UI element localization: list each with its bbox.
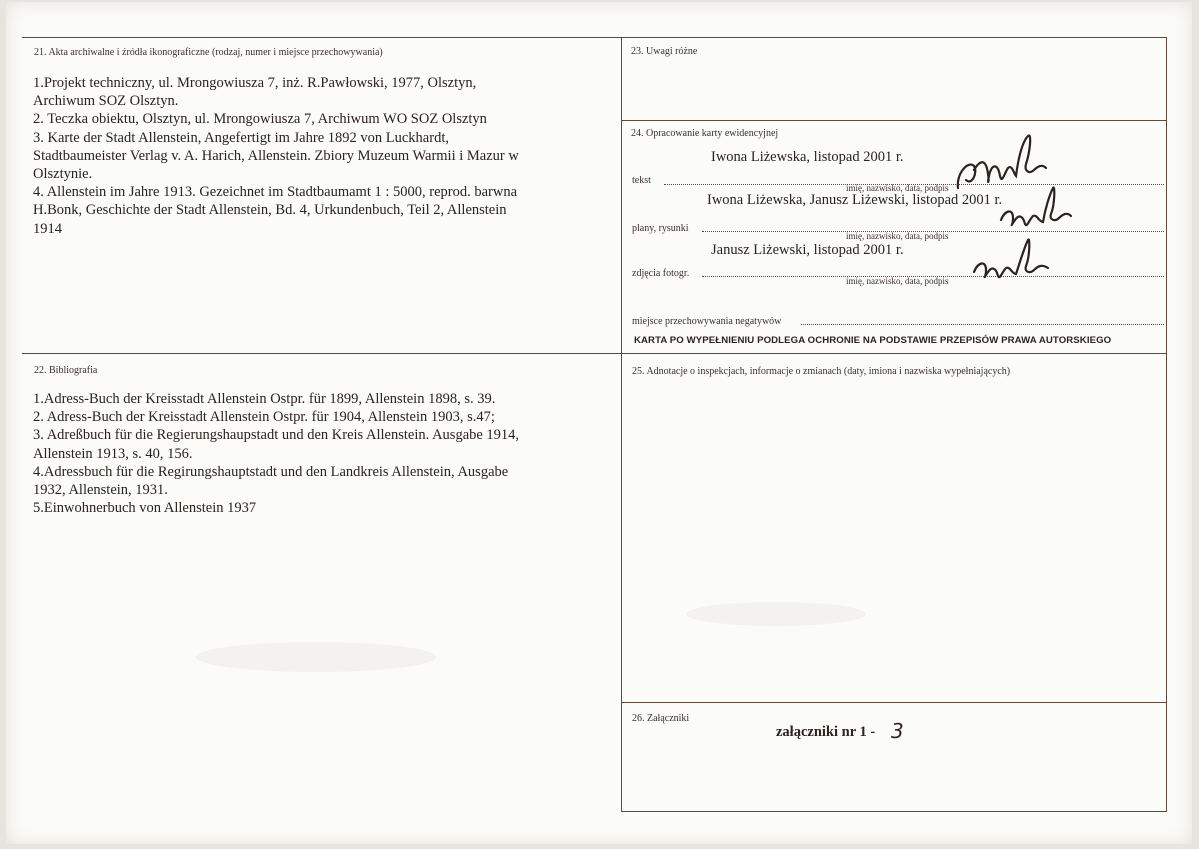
frame-center-divider bbox=[621, 37, 622, 812]
zdjecia-label: zdjęcia fotogr. bbox=[632, 268, 690, 279]
archive-line: 1.Projekt techniczny, ul. Mrongowiusza 7, inż. R.Pawłowski, 1977, Olsztyn, bbox=[33, 75, 477, 91]
negatives-dotted-line bbox=[801, 324, 1164, 325]
tekst-label: tekst bbox=[632, 175, 651, 186]
tekst-author: Iwona Liżewska, listopad 2001 r. bbox=[711, 149, 904, 165]
section24-title: 24. Opracowanie karty ewidencyjnej bbox=[631, 128, 779, 139]
section26-title: 26. Załączniki bbox=[632, 713, 690, 724]
bibliography-line: Allenstein 1913, s. 40, 156. bbox=[33, 445, 193, 462]
archive-line: 4. Allenstein im Jahre 1913. Gezeichnet im Stadtbaumamt 1 : 5000, reprod. barwna bbox=[33, 184, 518, 201]
copyright-notice: KARTA PO WYPEŁNIENIU PODLEGA OCHRONIE NA PODSTAWIE PRZEPISÓW PRAWA AUTORSKIEGO bbox=[634, 335, 1112, 346]
plany-caption: imię, nazwisko, data, podpis bbox=[846, 231, 949, 241]
plany-label: plany, rysunki bbox=[632, 223, 689, 234]
attachments-handwritten-number: 3 bbox=[891, 719, 904, 743]
negatives-label: miejsce przechowywania negatywów bbox=[632, 316, 782, 327]
zdjecia-caption: imię, nazwisko, data, podpis bbox=[846, 276, 949, 286]
section22-title: 22. Bibliografia bbox=[34, 365, 98, 376]
bibliography-line: 4.Adressbuch für die Regirungshauptstadt und den Landkreis Allenstein, Ausgabe bbox=[33, 463, 509, 480]
paper-smudge bbox=[196, 642, 436, 672]
frame-middle-line bbox=[22, 353, 1166, 354]
bibliography-line: 5.Einwohnerbuch von Allenstein 1937 bbox=[33, 500, 257, 517]
section21-content bbox=[33, 74, 519, 238]
paper-smudge bbox=[686, 602, 866, 626]
section23-title: 23. Uwagi różne bbox=[631, 46, 698, 57]
section23-bottom-line bbox=[621, 120, 1167, 121]
signature-icon bbox=[966, 234, 1066, 289]
plany-authors: Iwona Liżewska, Janusz Liżewski, listopad 2001 r. bbox=[707, 192, 1003, 208]
zdjecia-author: Janusz Liżewski, listopad 2001 r. bbox=[711, 242, 904, 258]
section25-title: 25. Adnotacje o inspekcjach, informacje o zmianach (daty, imiona i nazwiska wypełniających) bbox=[632, 366, 1011, 377]
frame-top-line bbox=[22, 37, 1166, 38]
archive-line: 3. Karte der Stadt Allenstein, Angefertigt im Jahre 1892 von Luckhardt, bbox=[33, 129, 449, 146]
bibliography-line: 1932, Allenstein, 1931. bbox=[33, 482, 168, 499]
archive-line: Olsztynie. bbox=[33, 166, 93, 183]
bibliography-line: 2. Adress-Buch der Kreisstadt Allenstein Ostpr. für 1904, Allenstein 1903, s.47; bbox=[33, 409, 495, 426]
section21-title: 21. Akta archiwalne i źródła ikonograficzne (rodzaj, numer i miejsce przechowywania) bbox=[34, 47, 383, 58]
tekst-caption: imię, nazwisko, data, podpis bbox=[846, 183, 949, 193]
frame-right-line bbox=[1166, 37, 1167, 812]
archive-line: H.Bonk, Geschichte der Stadt Allenstein, Bd. 4, Urkundenbuch, Teil 2, Allenstein bbox=[33, 202, 507, 219]
archive-line: Stadtbaumeister Verlag v. A. Harich, Allenstein. Zbiory Muzeum Warmii i Mazur w bbox=[33, 147, 519, 164]
signature-icon bbox=[991, 180, 1081, 240]
frame-bottom-right-line bbox=[621, 811, 1167, 812]
section26-top-line bbox=[621, 702, 1167, 703]
archive-line: Archiwum SOZ Olsztyn. bbox=[33, 93, 179, 110]
bibliography-line: 1.Adress-Buch der Kreisstadt Allenstein Ostpr. für 1899, Allenstein 1898, s. 39. bbox=[33, 391, 496, 407]
evidence-card bbox=[6, 2, 1192, 844]
bibliography-line: 3. Adreßbuch für die Regierungshaupstadt und den Kreis Allenstein. Ausgabe 1914, bbox=[33, 427, 520, 444]
archive-line: 1914 bbox=[33, 220, 62, 237]
archive-line: 2. Teczka obiektu, Olsztyn, ul. Mrongowiusza 7, Archiwum WO SOZ Olsztyn bbox=[33, 111, 487, 128]
section22-content bbox=[33, 390, 519, 517]
attachments-label: załączniki nr 1 - bbox=[776, 724, 876, 740]
